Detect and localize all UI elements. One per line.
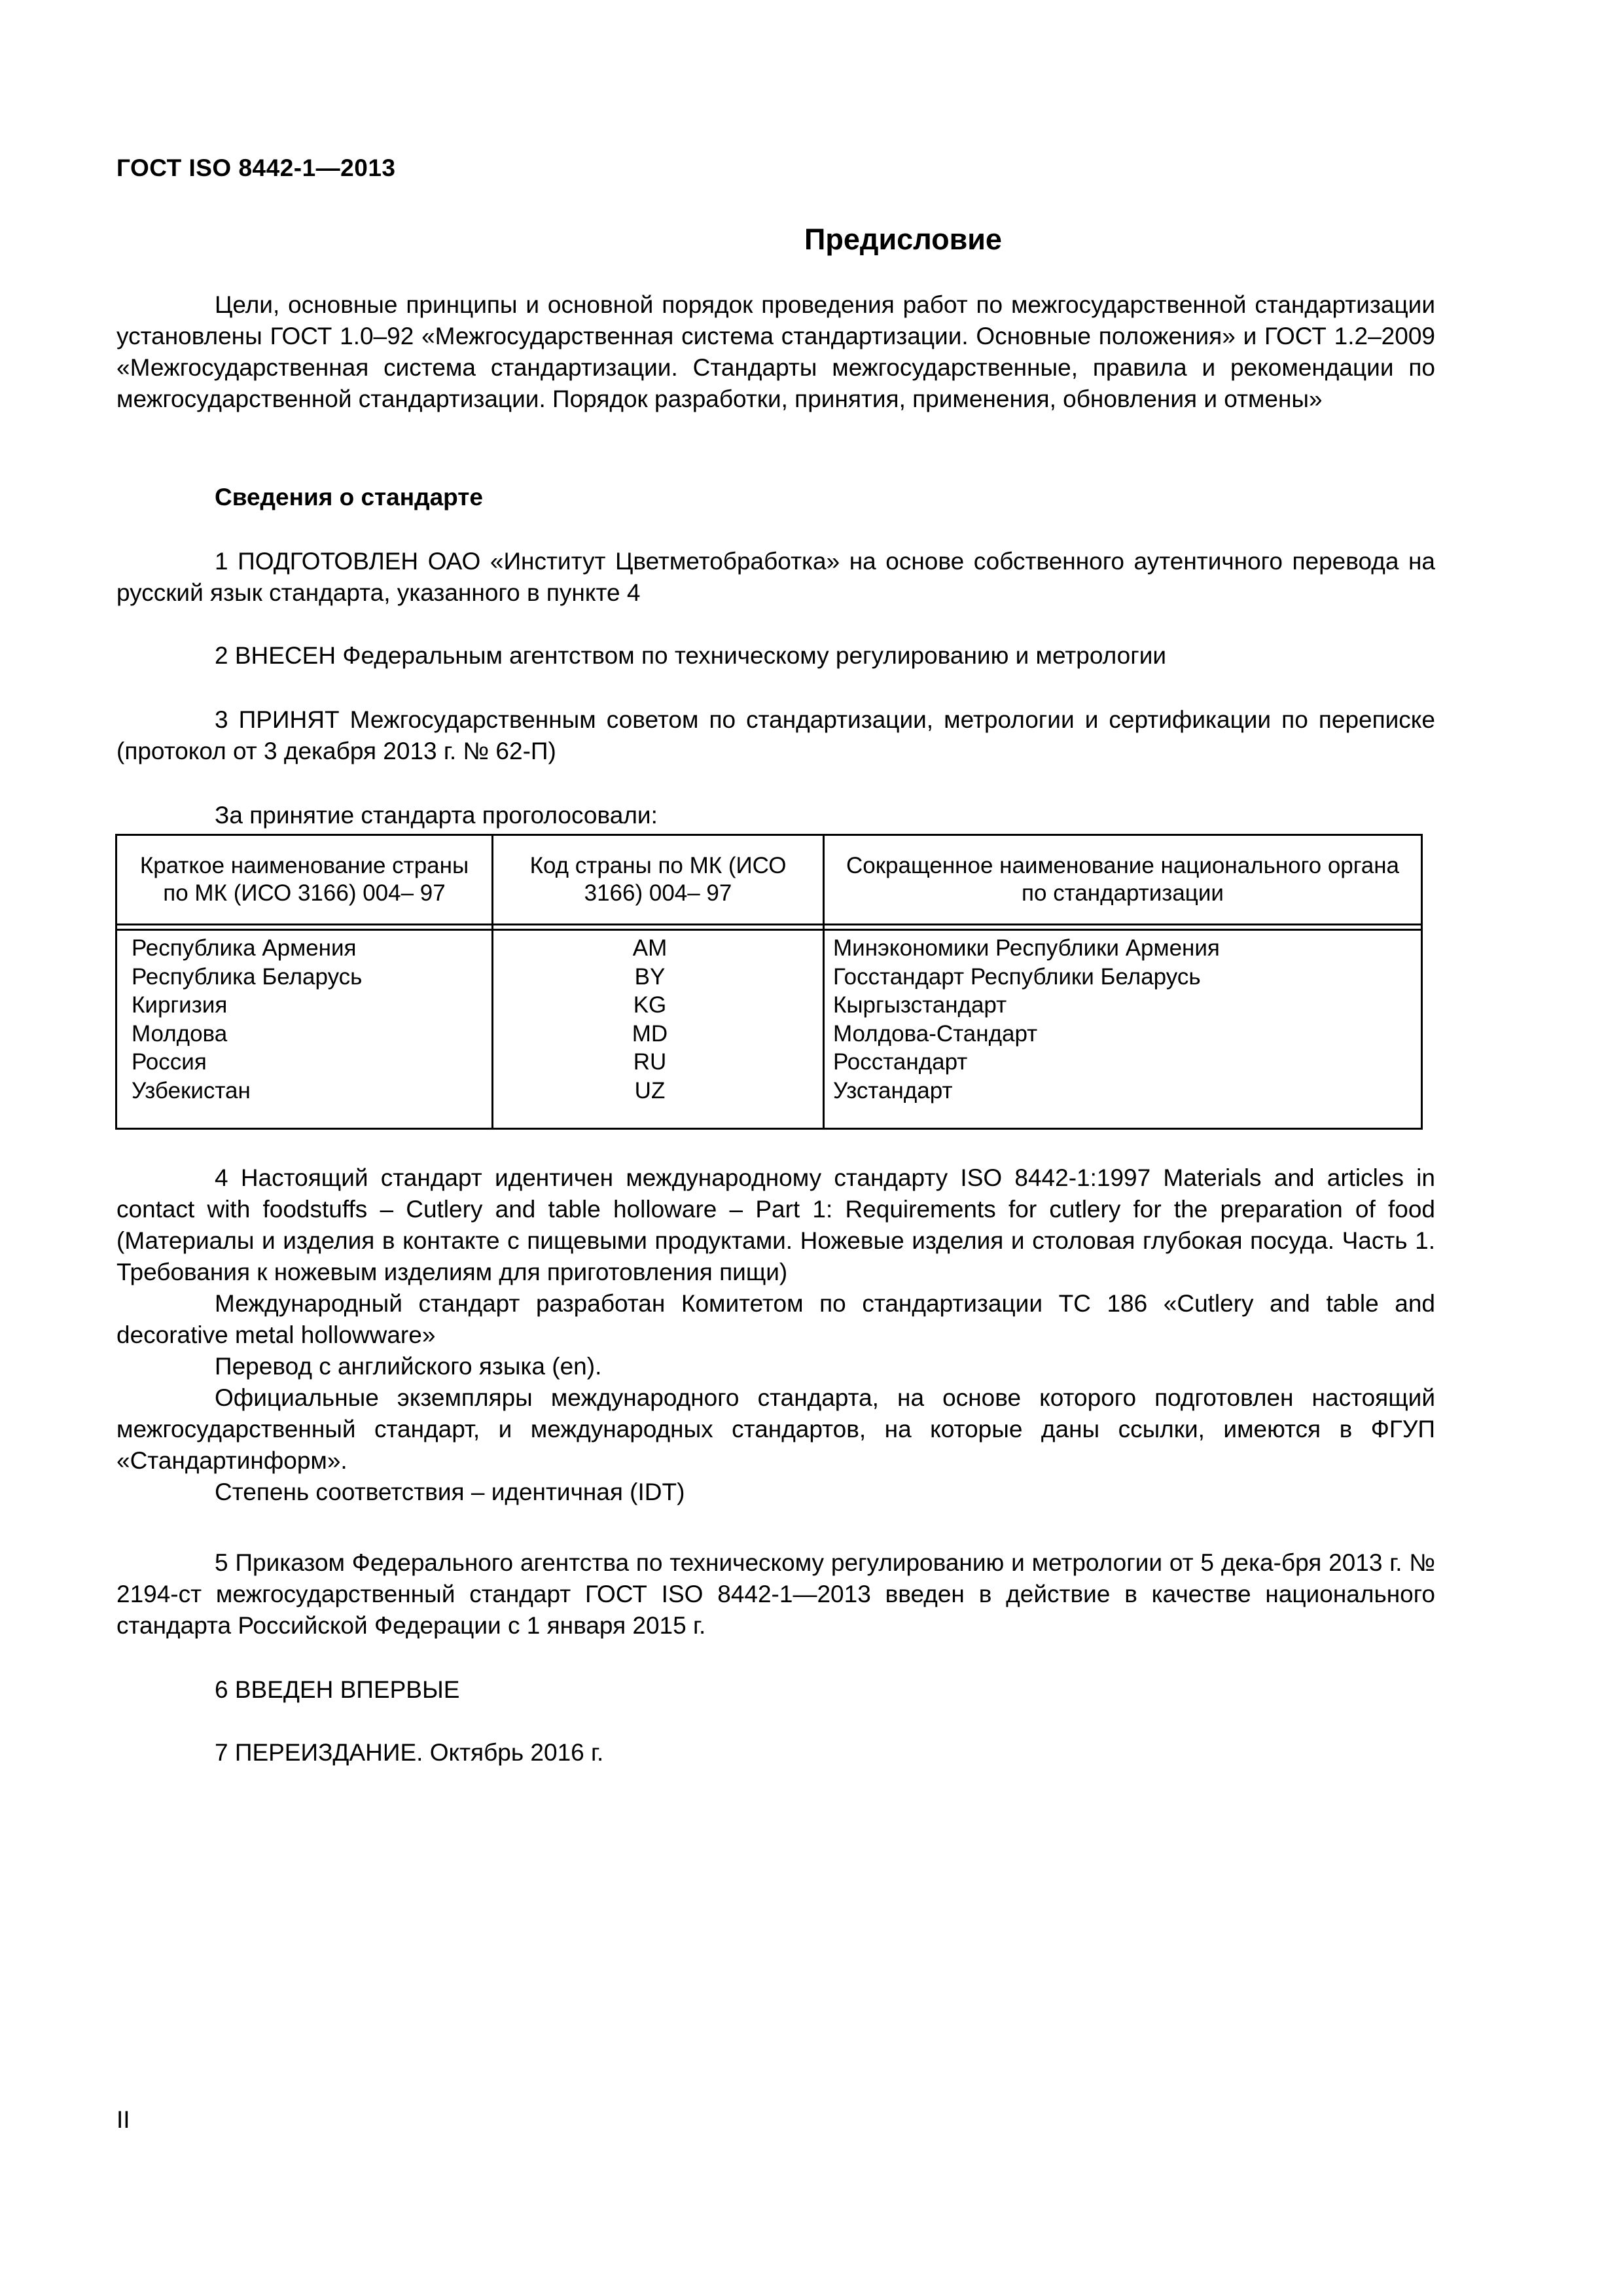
item-2-text: 2 ВНЕСЕН Федеральным агентством по техническому регулированию и метрологии [215, 642, 1167, 669]
cell-country: Узбекистан [132, 1077, 251, 1103]
cell-body: Молдова-Стандарт [833, 1020, 1038, 1047]
document-header: ГОСТ ISO 8442-1—2013 [116, 154, 396, 181]
item-5-text: 5 Приказом Федерального агентства по техническому регулированию и метрологии от 5 дека-бря 2013 г. № 2194-ст межгосударственный стандарт ГОСТ ISO 8442-1—2013 введен в действие в качестве национального стандарта Российской Федерации с 1 января 2015 г. [116, 1549, 1435, 1639]
item-6 [116, 1674, 1435, 1706]
item-3-text: 3 ПРИНЯТ Межгосударственным советом по стандартизации, метрологии и сертификации по переписке (протокол от 3 декабря 2013 г. № 62-П) [116, 706, 1435, 764]
cell-body: Узстандарт [833, 1077, 953, 1103]
table-row [117, 1048, 1421, 1077]
cell-body: Росстандарт [833, 1049, 968, 1075]
cell-code: UZ [634, 1077, 666, 1103]
cell-body: Госстандарт Республики Беларусь [833, 963, 1201, 990]
cell-country: Республика Беларусь [132, 963, 363, 990]
cell-code: BY [634, 963, 666, 990]
item-2 [116, 640, 1435, 672]
table-row [117, 1020, 1421, 1049]
item-4-copies: Официальные экземпляры международного стандарта, на основе которого подготовлен настоящий межгосударственный стандарт, и международных стандартов, на которые даны ссылки, имеются в ФГУП «Стандартинформ». [116, 1384, 1435, 1474]
intro-text: Цели, основные принципы и основной порядок проведения работ по межгосударственной стандартизации установлены ГОСТ 1.0–92 «Межгосударственная система стандартизации. Основные положения» и ГОСТ 1.2–2009 «Межгосударственная система стандартизации. Стандарты межгосударственные, правила и рекомендации по межгосударственной стандартизации. Порядок разработки, принятия, применения, обновления и отмены» [116, 291, 1435, 412]
item-7 [116, 1737, 1435, 1768]
vote-intro-text: За принятие стандарта проголосовали: [215, 802, 658, 829]
item-4 [116, 1162, 1435, 1508]
item-4-conformity: Степень соответствия – идентичная (IDT) [215, 1479, 685, 1505]
table-header-country: Краткое наименование страны по МК (ИСО 3166) 004– 97 [139, 853, 469, 906]
item-1-text: 1 ПОДГОТОВЛЕН ОАО «Институт Цветметобработка» на основе собственного аутентичного перевода на русский язык стандарта, указанного в пункте 4 [116, 548, 1435, 606]
item-4-text: 4 Настоящий стандарт идентичен международному стандарту ISO 8442-1:1997 Materials and articles in contact with foodstuffs – Cutlery and table holloware – Part 1: Requirements for cutlery for the preparation of food (Материалы и изделия в контакте с пищевыми продуктами. Ножевые изделия и столовая глубокая посуда. Часть 1. Требования к ножевым изделиям для приготовления пищи) [116, 1164, 1435, 1285]
section-heading: Сведения о стандарте [215, 484, 483, 511]
item-4-translation: Перевод с английского языка (en). [215, 1353, 602, 1380]
cell-body: Кыргызстандарт [833, 992, 1007, 1018]
table-row [117, 934, 1421, 963]
cell-code: AM [632, 935, 668, 961]
item-4-committee: Международный стандарт разработан Комитетом по стандартизации TC 186 «Cutlery and table and decorative metal hollowware» [116, 1290, 1435, 1348]
cell-code: MD [632, 1020, 668, 1047]
item-3 [116, 704, 1435, 767]
table-row [117, 1077, 1421, 1105]
item-6-text: 6 ВВЕДЕН ВПЕРВЫЕ [215, 1676, 460, 1703]
cell-country: Россия [132, 1049, 207, 1075]
item-5 [116, 1547, 1435, 1641]
table-header-rule [117, 929, 1421, 931]
page-title: Предисловие [804, 223, 1002, 256]
intro-paragraph [116, 289, 1435, 415]
table-header-body: Сокращенное наименование национального органа по стандартизации [846, 853, 1400, 906]
voting-table [115, 834, 1423, 1130]
table-header-code: Код страны по МК (ИСО 3166) 004– 97 [529, 853, 787, 906]
table-header-rule [117, 924, 1421, 925]
cell-body: Минэкономики Республики Армения [833, 935, 1220, 961]
vote-intro [116, 800, 1435, 831]
section-heading-block [116, 482, 1435, 513]
page-number: II [116, 2106, 130, 2133]
table-body [117, 934, 1421, 1105]
cell-code: KG [633, 992, 667, 1018]
cell-country: Киргизия [132, 992, 228, 1018]
table-row [117, 963, 1421, 992]
item-1 [116, 546, 1435, 609]
cell-country: Республика Армения [132, 935, 357, 961]
cell-country: Молдова [132, 1020, 228, 1047]
item-7-text: 7 ПЕРЕИЗДАНИЕ. Октябрь 2016 г. [215, 1739, 604, 1766]
cell-code: RU [633, 1049, 667, 1075]
table-row [117, 991, 1421, 1020]
